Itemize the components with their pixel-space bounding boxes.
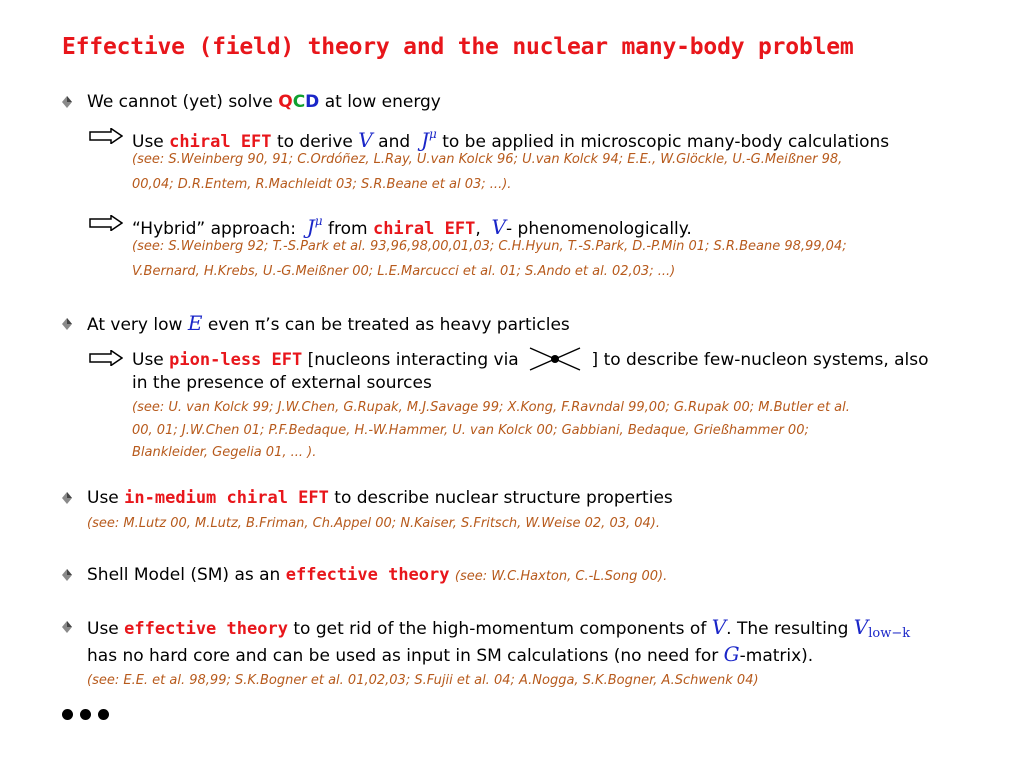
ref-2-1-line3: Blankleider, Gegelia 01, ... ).	[132, 445, 317, 460]
ref-1-1-line2: 00,04; D.R.Entem, R.Machleidt 03; S.R.Beane et al 03; ...).	[132, 177, 512, 192]
double-arrow-icon	[89, 215, 123, 231]
bullet-5-line2: has no hard core and can be used as input in SM calculations (no need for G-matrix).	[87, 642, 814, 666]
diamond-bullet-icon	[62, 318, 72, 330]
bullet-5-text: Use effective theory to get rid of the high-momentum components of V. The resulting $V_{low-k}$	[87, 615, 911, 641]
diamond-bullet-icon	[62, 621, 72, 633]
ref-5: (see: E.E. et al. 98,99; S.K.Bogner et al. 01,02,03; S.Fujii et al. 04; A.Nogga, S.K.Bogner, A.Schwenk 04)	[87, 673, 759, 688]
sub-1-2-text: “Hybrid” approach: $J^\mu$ from chiral EFT, V- phenomenologically.	[132, 214, 692, 239]
bullet-4-text: Shell Model (SM) as an effective theory (see: W.C.Haxton, C.-L.Song 00).	[87, 565, 668, 585]
three-dots-icon	[62, 705, 116, 724]
sub-2-1-text: Use pion-less EFT [nucleons interacting via ] to describe few-nucleon systems, also	[132, 346, 929, 372]
ref-3: (see: M.Lutz 00, M.Lutz, B.Friman, Ch.Appel 00; N.Kaiser, S.Fritsch, W.Weise 02, 03, 04).	[87, 516, 660, 531]
diamond-bullet-icon	[62, 492, 72, 504]
sub-1-1-text: Use chiral EFT to derive V and $J^\mu$ to be applied in microscopic many-body calculations	[132, 127, 890, 152]
ref-2-1-line1: (see: U. van Kolck 99; J.W.Chen, G.Rupak, M.J.Savage 99; X.Kong, F.Ravndal 99,00; G.Rupak 00; M.Butler et al.	[132, 400, 850, 415]
bullet-1-text: We cannot (yet) solve QCD at low energy	[87, 92, 441, 112]
double-arrow-icon	[89, 128, 123, 144]
bullet-2-text: At very low E even π’s can be treated as heavy particles	[87, 311, 570, 335]
double-arrow-icon	[89, 350, 123, 366]
diamond-bullet-icon	[62, 569, 72, 581]
bullet-3-text: Use in-medium chiral EFT to describe nuclear structure properties	[87, 488, 673, 508]
slide-title: Effective (field) theory and the nuclear many-body problem	[62, 34, 854, 60]
ref-1-2-line2: V.Bernard, H.Krebs, U.-G.Meißner 00; L.E.Marcucci et al. 01; S.Ando et al. 02,03; ...)	[132, 264, 676, 279]
sub-2-1-line2: in the presence of external sources	[132, 373, 432, 393]
ref-1-2-line1: (see: S.Weinberg 92; T.-S.Park et al. 93,96,98,00,01,03; C.H.Hyun, T.-S.Park, D.-P.Min 01; S.R.Beane 98,99,04;	[132, 239, 847, 254]
contact-vertex-icon	[526, 346, 584, 372]
ref-2-1-line2: 00, 01; J.W.Chen 01; P.F.Bedaque, H.-W.Hammer, U. van Kolck 00; Gabbiani, Bedaque, Grießhammer 00;	[132, 423, 809, 438]
ref-1-1-line1: (see: S.Weinberg 90, 91; C.Ordóñez, L.Ray, U.van Kolck 96; U.van Kolck 94; E.E., W.Glöckle, U.-G.Meißner 98,	[132, 152, 843, 167]
diamond-bullet-icon	[62, 96, 72, 108]
